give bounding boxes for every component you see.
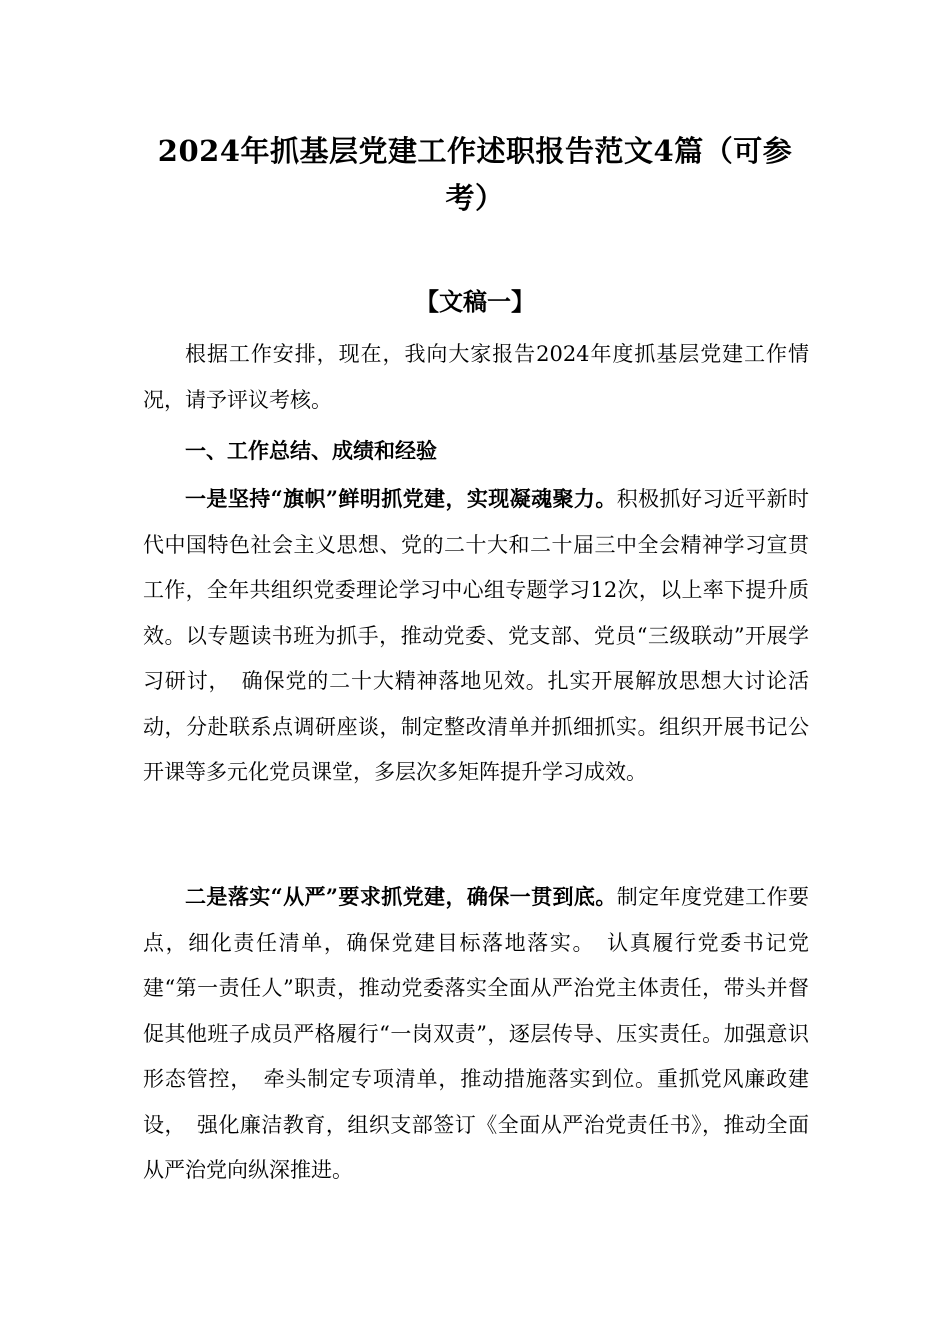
paragraph-2-body: 制定年度党建工作要点，细化责任清单，确保党建目标落地落实。 认真履行党委书记党建“第一责任人”职责，推动党委落实全面从严治党主体责任，带头并督促其他班子成员严格履行“一岗双责”，逐层传导、压实责任。加强意识形态管控， 牵头制定专项清单，推动措施落实到位。重抓党风廉政建设， 强化廉洁教育，组织支部签订《全面从严治党责任书》，推动全面从严治党向纵深推进。: [143, 885, 809, 1182]
paragraph-1-lead: 一是坚持“旗帜”鲜明抓党建，实现凝魂聚力。: [185, 486, 617, 511]
intro-paragraph: 根据工作安排，现在，我向大家报告2024年度抓基层党建工作情况，请予评议考核。: [143, 342, 809, 412]
heading-work-summary: 一、工作总结、成绩和经验: [185, 438, 437, 463]
paragraph-2-lead: 二是落实“从严”要求抓党建，确保一贯到底。: [185, 884, 617, 909]
paragraph-1: [143, 476, 809, 796]
paragraph-1-body: 积极抓好习近平新时代中国特色社会主义思想、党的二十大和二十届三中全会精神学习宣贯工作，全年共组织党委理论学习中心组专题学习12次，以上率下提升质效。以专题读书班为抓手，推动党委、党支部、党员“三级联动”开展学习研讨， 确保党的二十大精神落地见效。扎实开展解放思想大讨论活动，分赴联系点调研座谈，制定整改清单并抓细抓实。组织开展书记公开课等多元化党员课堂，多层次多矩阵提升学习成效。: [143, 487, 809, 784]
paragraph-2: [143, 874, 809, 1194]
document-title: 2024年抓基层党建工作述职报告范文4篇（可参考）: [157, 134, 793, 215]
section-title: 【文稿一】: [415, 287, 535, 316]
